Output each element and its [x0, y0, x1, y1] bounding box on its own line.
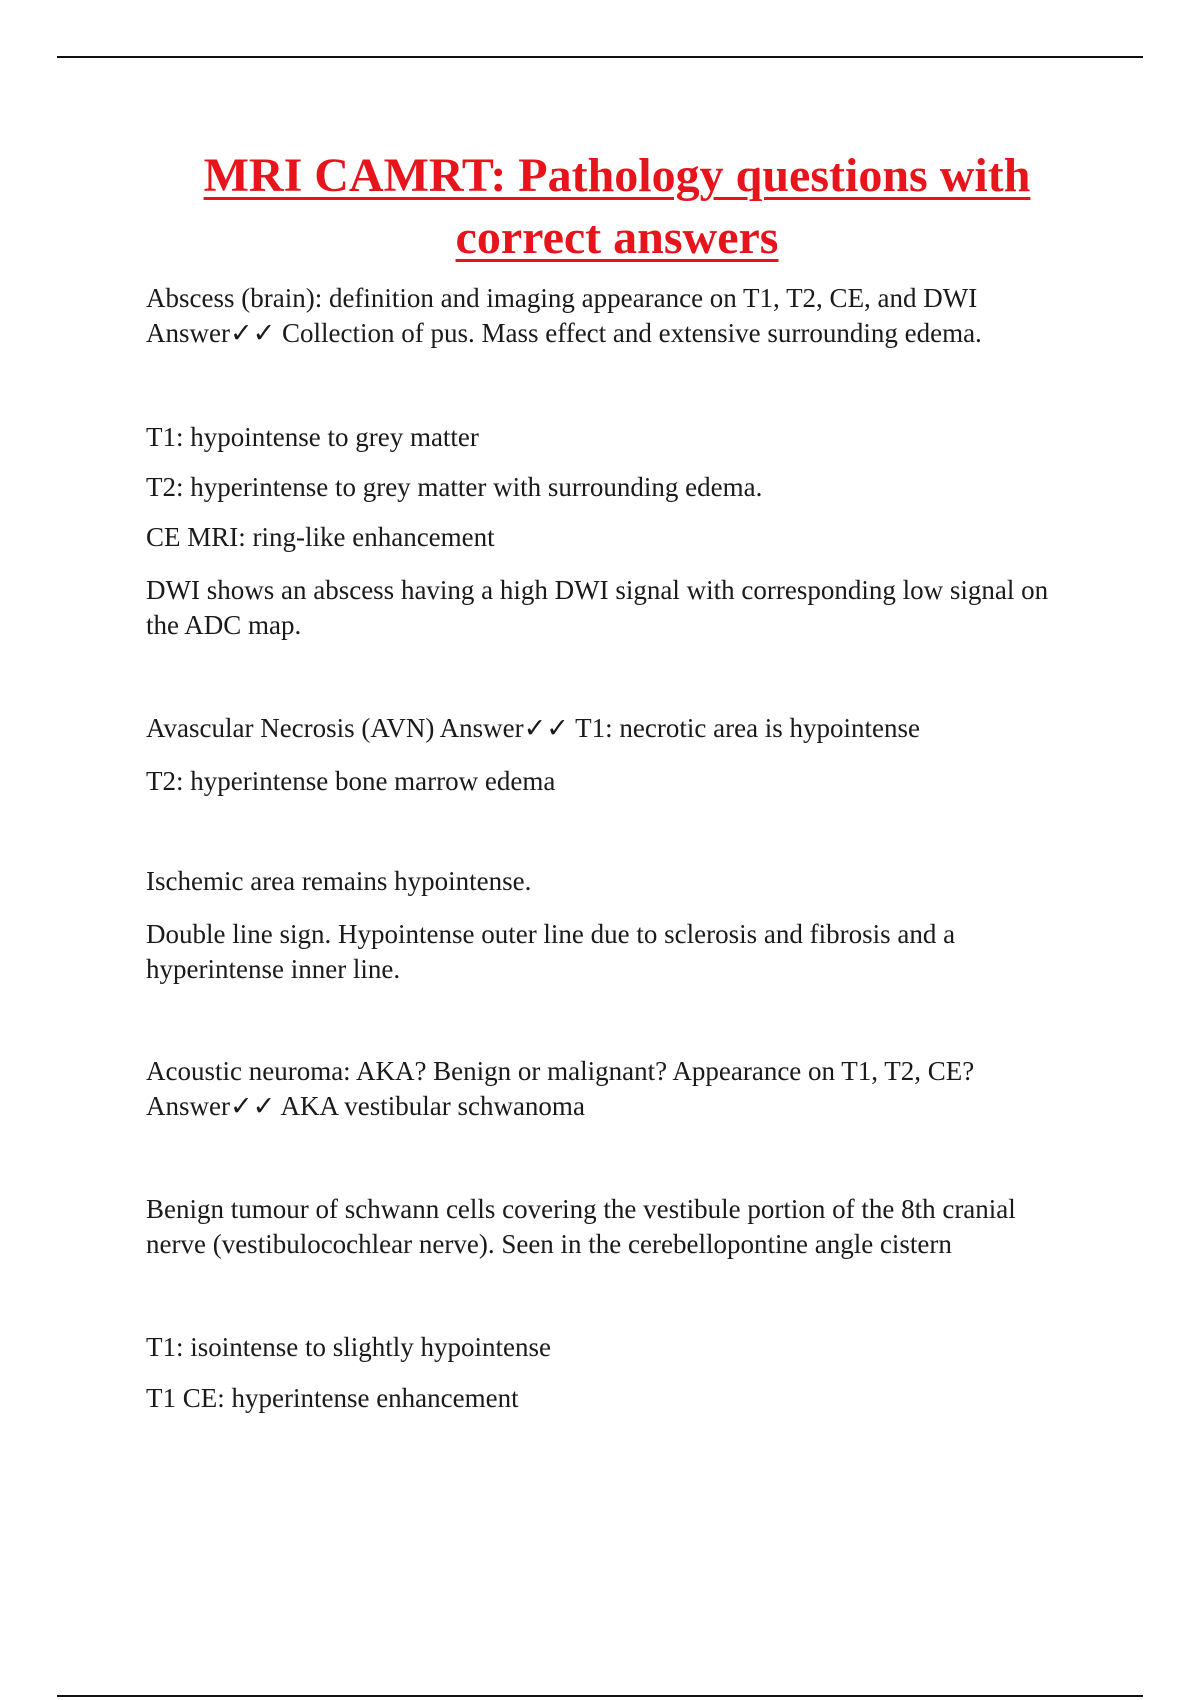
avn-double-line-2: hyperintense inner line.: [146, 954, 401, 984]
abscess-question: Abscess (brain): definition and imaging appearance on T1, T2, CE, and DWI: [146, 283, 978, 313]
title-line-2: correct answers: [455, 211, 779, 264]
document-title: [57, 145, 1177, 269]
acoustic-benign-line-1: Benign tumour of schwann cells covering the vestibule portion of the 8th cranial: [146, 1194, 1016, 1224]
abscess-dwi-line-2: the ADC map.: [146, 610, 302, 640]
acoustic-benign-line-2: nerve (vestibulocochlear nerve). Seen in the cerebellopontine angle cistern: [146, 1229, 952, 1259]
abscess-t2: T2: hyperintense to grey matter with surrounding edema.: [146, 472, 763, 502]
acoustic-t1: T1: isointense to slightly hypointense: [146, 1332, 551, 1362]
abscess-dwi-line-1: DWI shows an abscess having a high DWI signal with corresponding low signal on: [146, 575, 1049, 605]
abscess-answer: Answer✓✓ Collection of pus. Mass effect and extensive surrounding edema.: [146, 318, 982, 348]
abscess-ce: CE MRI: ring-like enhancement: [146, 522, 495, 552]
acoustic-answer: Answer✓✓ AKA vestibular schwanoma: [146, 1091, 585, 1121]
avn-t2: T2: hyperintense bone marrow edema: [146, 766, 556, 796]
acoustic-question: Acoustic neuroma: AKA? Benign or malignant? Appearance on T1, T2, CE?: [146, 1056, 975, 1086]
bottom-rule: [57, 1695, 1143, 1697]
acoustic-t1-ce: T1 CE: hyperintense enhancement: [146, 1383, 519, 1413]
avn-double-line-1: Double line sign. Hypointense outer line due to sclerosis and fibrosis and a: [146, 919, 956, 949]
abscess-t1: T1: hypointense to grey matter: [146, 422, 479, 452]
avn-question-answer: Avascular Necrosis (AVN) Answer✓✓ T1: necrotic area is hypointense: [146, 713, 921, 743]
title-line-1: MRI CAMRT: Pathology questions with: [203, 149, 1031, 202]
top-rule: [57, 56, 1143, 58]
avn-ischemic: Ischemic area remains hypointense.: [146, 866, 532, 896]
